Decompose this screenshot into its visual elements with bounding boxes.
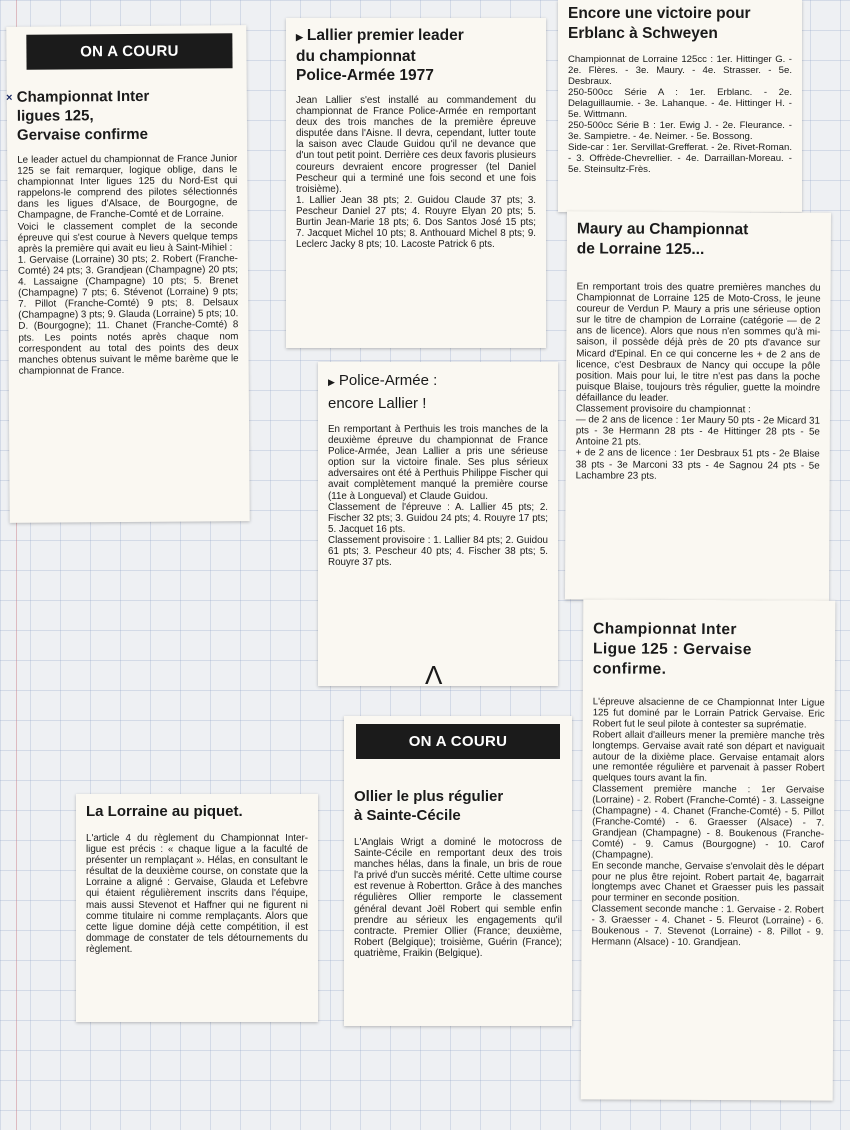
article-body: Championnat de Lorraine 125cc : 1er. Hittinger G. - 2e. Flères. - 3e. Maury. - 4e. Strasser. - 5e. Desbraux. 250-500cc Série A : 1er. Erblanc. - 2e. Delaguillaumie. - 3e. Lahanque. - 4e. Hittinger H. - 5e. Wittmann. 250-500cc Série B : 1er. Ewig J. - 2e. Fleurance. - 3e. Sampietre. - 4e. Neimer. - 5e. Bossong. Side-car : 1er. Servillat-Grefferat. - 2e. Rivet-Roman. - 3. Offrède-Chevrellier. - 4e. Darraillan-Moreau. - 5e. Steinsultz-Frès. <box>568 54 792 175</box>
article-title-text: Police-Armée : encore Lallier ! <box>328 372 438 412</box>
article-title: Maury au Championnat de Lorraine 125... <box>576 220 749 259</box>
arrow-icon: ▶ <box>328 377 335 387</box>
article-body: L'épreuve alsacienne de ce Championnat Inter Ligue 125 fut dominé par le Lorrain Patrick Gervaise. Eric Robert fut le seul pilote à contester sa suprématie. Robert allait d'ailleurs mener la première manche très longtemps. Gervaise avait raté son départ et naviguait autour de la dixième place. Gervaise entamait alors une remontée régulière et parvenait à passer Robert quelques tours avant la fin. Classement première manche : 1er Gervaise (Lorraine) - 2. Robert (Franche-Comté) - 3. Lasseigne (Champagne) - 4. Chanet (Franche-Comté) - 5. Pillot (Franche-Comté) - 6. Graesser (Alsace) - 7. Grandjean (Champagne) - 8. Boukenous (Franche-Comté) - 9. Camus (Bourgogne) - 10. Carof (Champagne). En seconde manche, Gervaise s'envolait dès le départ pour ne plus être rejoint. Robert partait 4e, bagarrait longtemps avec Chanet et Graesser puis les passait pour terminer en seconde position. Classement seconde manche : 1. Gervaise - 2. Robert - 3. Graesser - 4. Chanet - 5. Fleurot (Lorraine) - 6. Boukenous - 7. Stevenot (Lorraine) - 8. Pillot - 9. Hermann (Alsace) - 10. Grandjean. <box>591 696 825 949</box>
banner-on-a-couru: ON A COURU <box>356 724 560 759</box>
article-body: Le leader actuel du championnat de France Junior 125 se fait remarquer, logique oblige, dans le championnat Inter ligues 125 du Nord-Est qui rappelons-le comprend des pilotes sélectionnés dans les ligues d'Alsace, de Bourgogne, de Champagne, de Franche-Comté et de Lorraine. Voici le classement complet de la seconde épreuve qui s'est courue à Nevers quelque temps après la première qui avait eu lieu à Saint-Mihiel : 1. Gervaise (Lorraine) 30 pts; 2. Robert (Franche-Comté) 24 pts; 3. Grandjean (Champagne) 20 pts; 4. Lassaigne (Champagne) 10 pts; 5. Brenet (Champagne) 7 pts; 6. Stévenot (Lorraine) 9 pts; 7. Pillot (Franche-Comté) 9 pts; 8. Delsaux (Champagne) 3 pts; 9. Glauda (Lorraine) 5 pts; 10. D. (Bourgogne); 11. Chanet (Franche-Comté) 8 pts. Les points notés après chaque nom correspondent au total des points des deux manches obtenus suivant le même barème que le championnat de France. <box>17 153 239 377</box>
article-title: Encore une victoire pour Erblanc à Schweyen <box>568 5 751 42</box>
clipping-police-armee <box>318 362 558 686</box>
article-title: La Lorraine au piquet. <box>86 803 243 820</box>
article-title <box>296 26 536 85</box>
pen-mark: × <box>6 92 13 104</box>
clipping-maury-championnat <box>565 211 831 600</box>
article-title: Ollier le plus régulier à Sainte-Cécile <box>354 788 504 824</box>
article-body: L'Anglais Wrigt a dominé le motocross de Sainte-Cécile en remportant deux des trois manches hélas, dans la finale, un bris de roue l'a privé d'un succès mérité. Cette ultime course est revenue à Robertton. Grâce à des manches régulières Ollier remporte le classement général devant Joël Robert qui semble enfin prendre au sérieux les engagements qu'il contracte. Premier Ollier (France; deuxième, Robert (Belgique); troisième, Guérin (France); quatrième, Fraikin (Belgique). <box>354 837 562 959</box>
pen-mark: Λ <box>425 660 443 690</box>
clipping-erblanc-schweyen <box>558 0 802 212</box>
article-title: Championnat Inter ligues 125, Gervaise confirme <box>16 87 150 144</box>
article-title: Championnat Inter Ligue 125 : Gervaise confirme. <box>592 620 752 678</box>
clipping-gervaise-confirme <box>581 599 836 1100</box>
article-body: Jean Lallier s'est installé au commandement du championnat de France Police-Armée en remportant deux des trois manches de la première épreuve disputée dans l'Aisne. Il devra, cependant, lutter toute la saison avec Claude Guidou qu'il ne devance que d'un tout petit point. Derrière ces deux favoris plusieurs coureurs devraient encore progresser (tel Daniel Pescheur qui a terminé une fois second et une fois troisième). 1. Lallier Jean 38 pts; 2. Guidou Claude 37 pts; 3. Pescheur Daniel 27 pts; 4. Rouyre Elyan 20 pts; 5. Burtin Jean-Marie 18 pts; 6. Dos Santos José 15 pts; 7. Jacquet Michel 10 pts; 8. Anthouard Michel 8 pts; 9. Leclerc Jacky 8 pts; 10. Lacoste Patrick 6 pts. <box>296 95 536 251</box>
banner-on-a-couru: ON A COURU <box>26 33 232 69</box>
article-body: En remportant trois des quatre premières manches du Championnat de Lorraine 125 de Moto-Cross, le jeune coureur de Verdun P. Maury a pris une sérieuse option sur le titre de champion de Lorraine (catégorie — de 2 ans de licence). Alors que nous n'en sommes qu'à mi-saison, il possède déjà près de 20 pts d'avance sur Micard d'Epinal. En ce qui concerne les + de 2 ans de licence, c'est Desbraux de Nancy qui occupe la pôle position. Mais pour lui, le titre n'est pas dans la poche puisque Blaise, toujours très régulier, guette la moindre défaillance du leader. Classement provisoire du championnat : — de 2 ans de licence : 1er Maury 50 pts - 2e Micard 31 pts - 3e Hermann 28 pts - 4e Hittinger 28 pts - 5e Antoine 21 pts. + de 2 ans de licence : 1er Desbraux 51 pts - 2e Blaise 38 pts - 3e Marconi 33 pts - 4e Sagnou 24 pts - 5e Lachambre 23 pts. <box>575 281 821 482</box>
article-title <box>328 370 548 414</box>
article-body: En remportant à Perthuis les trois manches de la deuxième épreuve du championnat de France Police-Armée, Jean Lallier a pris une sérieuse option sur la victoire finale. Ses plus sérieux adversaires ont été à Perthuis Philippe Fischer qui avait complètement manqué la première course (11e à Longueval) et Claude Guidou. Classement de l'épreuve : A. Lallier 45 pts; 2. Fischer 32 pts; 3. Guidou 24 pts; 4. Rouyre 17 pts; 5. Jacquet 16 pts. Classement provisoire : 1. Lallier 84 pts; 2. Guidou 61 pts; 3. Pescheur 40 pts; 4. Fischer 38 pts; 5. Rouyre 37 pts. <box>328 424 548 569</box>
clipping-ollier-sainte-cecile <box>344 716 572 1026</box>
arrow-icon: ▶ <box>296 32 303 42</box>
article-title-text: Lallier premier leader du championnat Police-Armée 1977 <box>296 27 464 84</box>
clipping-inter-ligues <box>6 25 249 523</box>
clipping-lorraine-piquet <box>76 794 318 1022</box>
clipping-lallier-leader <box>286 18 546 348</box>
article-body: L'article 4 du règlement du Championnat Inter-ligue est précis : « chaque ligue a la faculté de présenter un remplaçant ». Hélas, en consultant le résultat de la deuxième course, on constate que la Lorraine a aligné : Gervaise, Glauda et Lefebvre qui étaient régulièrement inscrits dans l'équipe, mais aussi Stevenot et Haffner qui ne figurent ni comme titulaire ni comme remplaçants. Alors que cette ligue domine déjà cette compétition, il est dommage de constater de tels détournements du règlement. <box>86 833 308 955</box>
